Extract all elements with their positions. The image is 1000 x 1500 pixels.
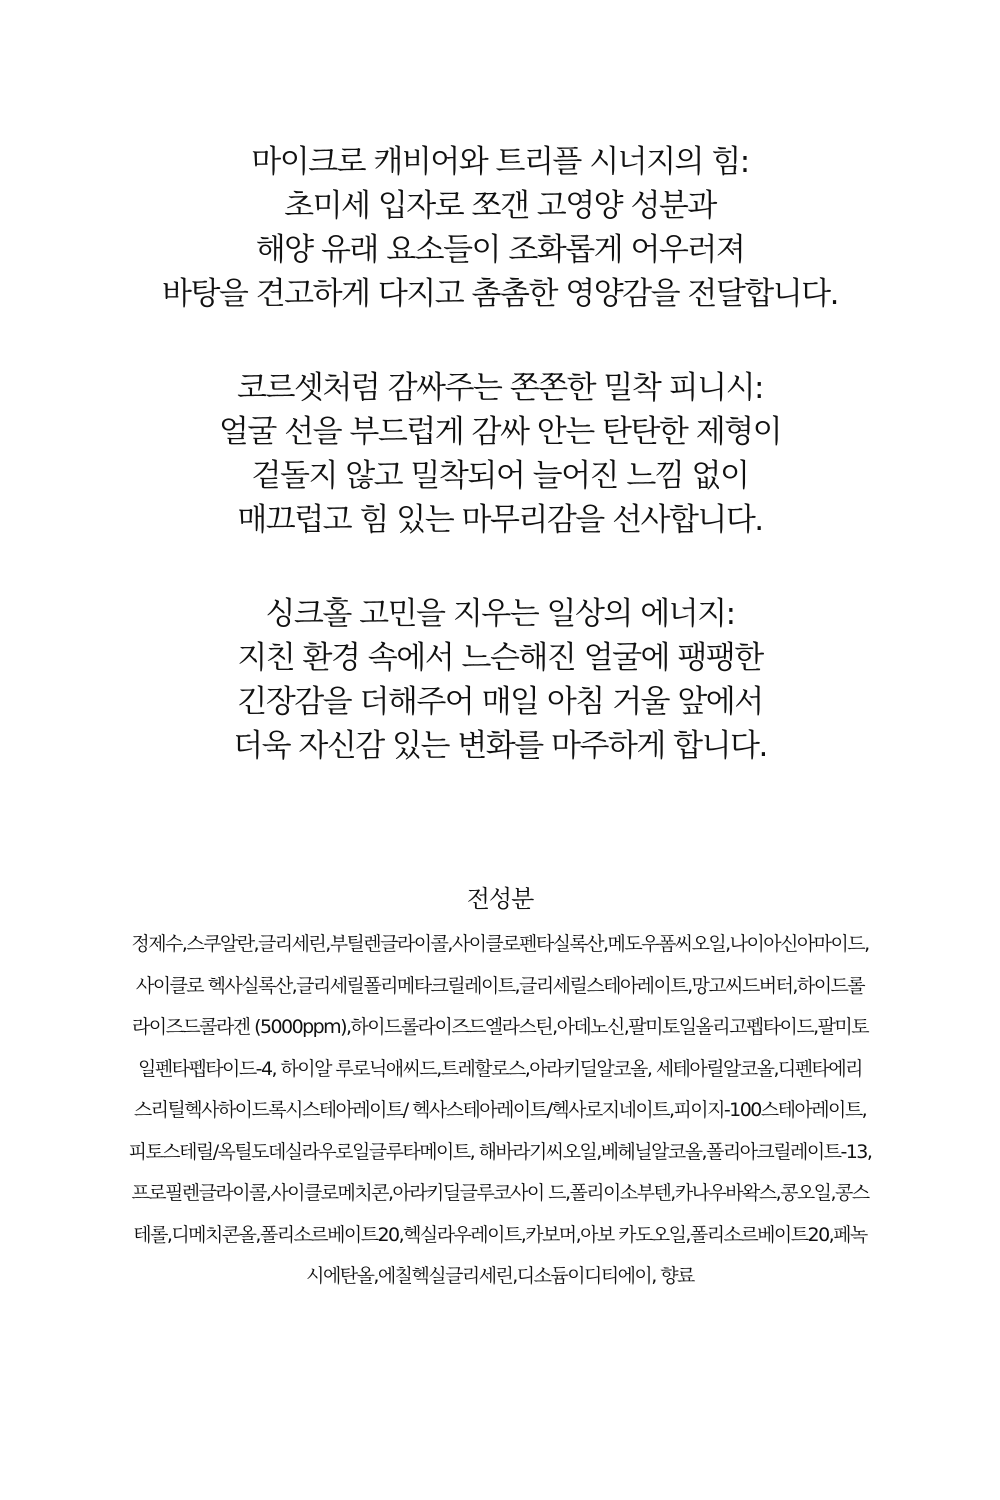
description-line: 더욱 자신감 있는 변화를 마주하게 합니다. <box>233 728 767 764</box>
description-paragraph-energy <box>0 592 1000 768</box>
ingredients-section <box>40 882 960 1298</box>
ingredient-list-line: 시에탄올,에칠헥실글리세린,디소듐이디티에이, 향료 <box>306 1265 694 1287</box>
description-line: 초미세 입자로 쪼갠 고영양 성분과 <box>284 188 716 224</box>
ingredient-list-line: 사이클로 헥사실록산,글리세릴폴리메타크릴레이트,글리세릴스테아레이트,망고씨드버터,하이드롤 <box>135 974 865 997</box>
description-line: 마이크로 캐비어와 트리플 시너지의 힘: <box>251 144 749 180</box>
ingredient-list-line: 피토스테릴/옥틸도데실라우로일글루타메이트, 해바라기씨오일,베헤닐알코올,폴리아크릴레이트-13, <box>128 1140 872 1163</box>
description-line: 지친 환경 속에서 느슨해진 얼굴에 팽팽한 <box>237 640 763 676</box>
ingredient-list-line: 테롤,디메치콘올,폴리소르베이트20,헥실라우레이트,카보머,아보 카도오일,폴리소르베이트20,페녹 <box>133 1223 867 1246</box>
description-line: 해양 유래 요소들이 조화롭게 어우러져 <box>255 232 745 268</box>
ingredient-list-line: 정제수,스쿠알란,글리세린,부틸렌글라이콜,사이클로펜타실록산,메도우폼씨오일,나이아신아마이드, <box>131 933 869 955</box>
product-description <box>0 140 1000 818</box>
description-line: 긴장감을 더해주어 매일 아침 거울 앞에서 <box>237 684 763 720</box>
description-line: 코르셋처럼 감싸주는 쫀쫀한 밀착 피니시: <box>237 370 763 406</box>
description-line: 바탕을 견고하게 다지고 촘촘한 영양감을 전달합니다. <box>162 276 838 312</box>
description-line: 싱크홀 고민을 지우는 일상의 에너지: <box>265 596 735 632</box>
description-paragraph-caviar <box>0 140 1000 316</box>
description-line: 매끄럽고 힘 있는 마무리감을 선사합니다. <box>237 502 763 538</box>
description-line: 얼굴 선을 부드럽게 감싸 안는 탄탄한 제형이 <box>218 414 782 450</box>
description-paragraph-finish <box>0 366 1000 542</box>
ingredient-list-line: 스리틸헥사하이드록시스테아레이트/ 헥사스테아레이트/헥사로지네이트,피이지-100스테아레이트, <box>133 1099 867 1121</box>
description-line: 겉돌지 않고 밀착되어 늘어진 느낌 없이 <box>251 458 749 494</box>
ingredient-list-line: 일펜타펩타이드-4, 하이알 루로닉애씨드,트레할로스,아라키딜알코올, 세테아릴알코올,디펜타에리 <box>138 1057 862 1080</box>
ingredient-list-line: 라이즈드콜라겐 (5000ppm),하이드롤라이즈드엘라스틴,아데노신,팔미토일올리고펩타이드,팔미토 <box>131 1016 869 1038</box>
ingredients-title: 전성분 <box>466 885 534 913</box>
ingredient-list-line: 프로필렌글라이콜,사이클로메치콘,아라키딜글루코사이 드,폴리이소부텐,카나우바왁스,콩오일,콩스 <box>131 1182 869 1204</box>
